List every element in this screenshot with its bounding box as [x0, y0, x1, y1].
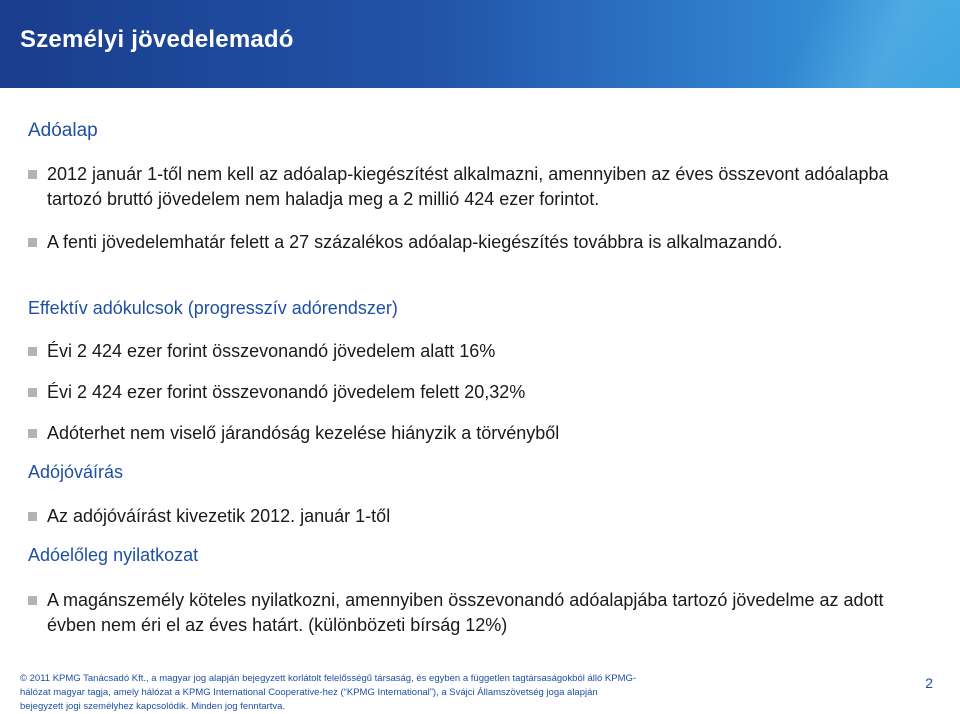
section-heading-adoeloleg: Adóelőleg nyilatkozat [28, 545, 199, 565]
list-item-text: Évi 2 424 ezer forint összevonandó jövedelem felett 20,32% [47, 382, 526, 402]
list-item [28, 380, 928, 405]
footer-line: © 2011 KPMG Tanácsadó Kft., a magyar jog alapján bejegyzett korlátolt felelősségű társaság, és egyben a független tagtársaságokból álló KPMG- [20, 673, 637, 684]
list-item-text: Adóterhet nem viselő járandóság kezelése hiányzik a törvényből [47, 423, 560, 443]
footer-line: hálózat magyar tagja, amely hálózat a KPMG International Cooperative-hez (“KPMG International”), a Svájci Államszövetség joga alapján [20, 687, 598, 698]
square-bullet-icon [28, 429, 37, 438]
list-item-text: Évi 2 424 ezer forint összevonandó jövedelem alatt 16% [47, 341, 496, 361]
square-bullet-icon [28, 238, 37, 247]
section-heading-effektiv: Effektív adókulcsok (progresszív adórendszer) [28, 298, 398, 318]
list-item [28, 230, 928, 255]
section-heading-adojovairas: Adójóváírás [28, 462, 124, 482]
square-bullet-icon [28, 347, 37, 356]
list-item [28, 588, 928, 638]
list-item-text: A fenti jövedelemhatár felett a 27 százalékos adóalap-kiegészítés továbbra is alkalmazandó. [47, 232, 783, 252]
slide-title: Személyi jövedelemadó [20, 26, 294, 53]
square-bullet-icon [28, 512, 37, 521]
list-item [28, 421, 928, 446]
footer-legal-notice [20, 672, 820, 714]
list-item [28, 339, 928, 364]
square-bullet-icon [28, 170, 37, 179]
footer-line: bejegyzett jogi személyhez kapcsolódik. Minden jog fenntartva. [20, 701, 286, 712]
square-bullet-icon [28, 388, 37, 397]
list-item-text: Az adójóváírást kivezetik 2012. január 1-től [47, 506, 391, 526]
list-item [28, 504, 928, 529]
list-item [28, 162, 928, 212]
square-bullet-icon [28, 596, 37, 605]
list-item-text: 2012 január 1-től nem kell az adóalap-kiegészítést alkalmazni, amennyiben az éves összevont adóalapba tartozó bruttó jövedelem nem haladja meg a 2 millió 424 ezer forintot. [47, 164, 889, 209]
list-item-text: A magánszemély köteles nyilatkozni, amennyiben összevonandó adóalapjába tartozó jövedelme az adott évben nem éri el az éves határt. (különbözeti bírság 12%) [47, 590, 884, 635]
page-number: 2 [925, 675, 933, 691]
section-heading-adoalap: Adóalap [28, 120, 98, 141]
